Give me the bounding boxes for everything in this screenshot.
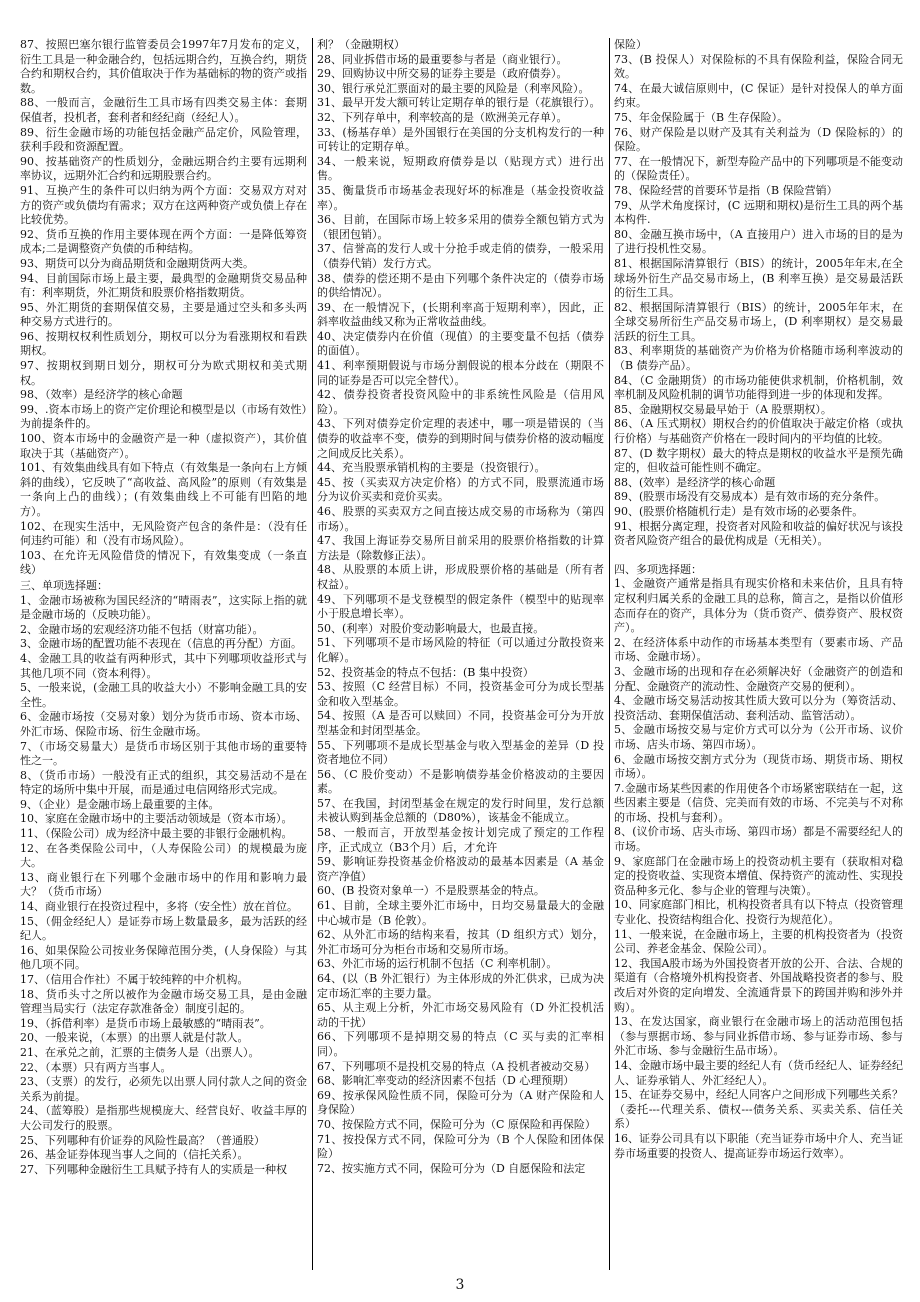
- question-item: 76、财产保险是以财产及其有关利益为（D 保险标的）的保险。: [614, 125, 903, 154]
- section-heading: 三、单项选择题：: [20, 578, 108, 592]
- question-item: 101、有效集曲线具有如下特点（有效集是一条向右上方倾斜的曲线），它反映了“高收益、高风险”的原则（有效集是一条向上凸的曲线）；(有效集曲线上不可能有凹陷的地方）。: [20, 461, 307, 518]
- question-item: 74、在最大诚信原则中，(C 保证）是针对投保人的单方面约束。: [614, 81, 903, 110]
- question-item: 40、决定债券内在价值（现值）的主要变量不包括（债券的面值）。: [317, 329, 604, 358]
- question-item: 89、衍生金融市场的功能包括金融产品定价，风险管理，获利手段和资源配置。: [20, 125, 307, 154]
- question-item: 63、外汇市场的运行机制不包括（C 利率机制）。: [317, 957, 558, 971]
- question-item: 12、我国A股市场为外国投资者开放的公开、合法、合规的渠道有（合格境外机构投资者、外国战略投资者的参与、股改后对外资的定向增发、全流通背景下的跨国并购和涉外并购）。: [614, 956, 903, 1014]
- question-item: 42、债券投资者投资风险中的非系统性风险是（信用风险）。: [317, 388, 604, 416]
- question-item: 18、货币头寸之所以被作为金融市场交易工具，是由金融管理当局实行（法定存款准备金）制度引起的。: [20, 987, 307, 1016]
- question-item: 68、影响汇率变动的经济因素不包括（D 心理预期）: [317, 1074, 575, 1088]
- question-item: 27、下列哪种金融衍生工具赋予持有人的实质是一种权: [20, 1162, 287, 1176]
- question-item: 8、（货币市场）一般没有正式的组织，其交易活动不是在特定的场所中集中开展，而是通过电信网络形式完成。: [20, 768, 307, 797]
- question-item: 13、在发达国家，商业银行在金融市场上的活动范围包括（参与票据市场、参与同业拆借市场、参与证券市场、参与外汇市场、参与金融衍生品市场）。: [614, 1015, 903, 1058]
- question-item: 21、在承兑之前，汇票的主债务人是（出票人）。: [20, 1045, 260, 1059]
- question-item: 38、债券的偿还期不是由下列哪个条件决定的（债券市场的供给情况）。: [317, 271, 604, 300]
- question-item: 37、信誉高的发行人或十分抢手或走俏的债券，一般采用（债券代销）发行方式。: [317, 242, 604, 270]
- question-item: 89、(股票市场没有交易成本）是有效市场的充分条件。: [614, 490, 886, 504]
- question-item: 20、一般来说，（本票）的出票人就是付款人。: [20, 1031, 249, 1045]
- question-item: 85、金融期权交易最早始于（A 股票期权）。: [614, 402, 832, 416]
- question-item: 75、年金保险属于（B 生存保险）。: [614, 110, 789, 124]
- question-item: 23、（支票）的发行，必须先以出票人同付款人之间的资金关系为前提。: [20, 1075, 307, 1103]
- question-item: 87、(D 数字期权）最大的特点是期权的收益水平是预先确定的，但收益可能性则不确定。: [614, 446, 903, 475]
- question-item: 81、根据国际清算银行（BIS）的统计，2005年年末,在全球场外衍生产品交易市场上，(B 利率互换）是交易最活跃的衍生工具。: [614, 256, 903, 300]
- question-item: 69、按承保风险性质不同，保险可分为（A 财产保险和人身保险）: [317, 1088, 604, 1117]
- question-item: 78、保险经营的首要环节是指（B 保险营销）: [614, 183, 838, 197]
- question-item: 2、金融市场的宏观经济功能不包括（财富功能）。: [20, 622, 264, 636]
- question-item: 94、目前国际市场上最主要，最典型的金融期货交易品种有：利率期货，外汇期货和股票价格指数期货。: [20, 271, 307, 300]
- question-item: 54、按照（A 是否可以赎回）不同，投资基金可分为开放型基金和封闭型基金。: [317, 709, 604, 737]
- question-item: 6、金融市场按（交易对象）划分为货币市场、资本市场、外汇市场、保险市场、衍生金融市场。: [20, 710, 307, 738]
- question-item: 60、(B 投资对象单一）不是股票基金的特点。: [317, 884, 545, 898]
- question-item: 13、商业银行在下列哪个金融市场中的作用和影响力最大？（货币市场）: [20, 870, 307, 899]
- question-item: 33、(杨基存单）是外国银行在美国的分支机构发行的一种可转让的定期存单。: [317, 125, 604, 154]
- question-item: 79、从学术角度探讨，(C 远期和期权)是衍生工具的两个基本构件.: [614, 198, 903, 227]
- question-item: 48、从股票的本质上讲，形成股票价格的基础是（所有者权益）。: [317, 563, 604, 591]
- question-item: 5、金融市场按交易与定价方式可以分为（公开市场、议价市场、店头市场、第四市场）。: [614, 723, 903, 751]
- question-item: 59、影响证券投资基金价格波动的最基本因素是（A 基金资产净值）: [317, 855, 604, 883]
- question-item: 利？（金融期权）: [317, 38, 405, 51]
- question-item: 31、最早开发大额可转让定期存单的银行是（花旗银行）。: [317, 96, 601, 110]
- question-item: 57、在我国，封闭型基金在规定的发行时间里，发行总额未被认购到基金总额的（D80%），该基金不能成立。: [317, 796, 604, 825]
- question-item: 32、下列存单中，利率较高的是（欧洲美元存单）。: [317, 110, 568, 124]
- question-item: 83、利率期货的基础资产为价格为价格随市场利率波动的（B 债券产品）。: [614, 344, 903, 373]
- question-item: 88、一般而言，金融衍生工具市场有四类交易主体：套期保值者，投机者，套利者和经纪商（经纪人）。: [20, 96, 307, 124]
- column-divider: [609, 38, 610, 1270]
- question-item: 95、外汇期货的套期保值交易，主要是通过空头和多头两种交易方式进行的。: [20, 300, 307, 329]
- question-item: 15、在证券交易中，经纪人同客户之间形成下列哪些关系？（委托---代理关系、债权---债务关系、买卖关系、信任关系）: [614, 1088, 903, 1131]
- question-item: 41、利率预期假说与市场分割假说的根本分歧在（期限不同的证券是否可以完全替代）。: [317, 359, 604, 387]
- question-item: 4、金融市场交易活动按其性质大致可以分为（筹资活动、投资活动、套期保值活动、套利活动、监管活动）。: [614, 694, 903, 722]
- question-item: 9、（企业）是金融市场上最重要的主体。: [20, 797, 220, 811]
- question-item: 4、金融工具的收益有两种形式，其中下列哪项收益形式与其他几项不同（资本利得）。: [20, 651, 307, 680]
- question-item: 6、金融市场按交割方式分为（现货市场、期货市场、期权市场）。: [614, 752, 903, 781]
- question-item: 44、充当股票承销机构的主要是（投资银行）。: [317, 461, 546, 475]
- question-item: 56、（C 股价变动）不是影响债券基金价格波动的主要因素。: [317, 767, 604, 796]
- question-item: 11、一般来说，在金融市场上，主要的机构投资者为（投资公司、养老金基金、保险公司）。: [614, 927, 903, 956]
- question-item: 15、（佣金经纪人）是证券市场上数量最多，最为活跃的经纪人。: [20, 914, 307, 943]
- question-item: 55、下列哪项不是成长型基金与收入型基金的差异（D 投资者地位不同）: [317, 738, 604, 767]
- question-item: 1、金融资产通常是指具有现实价格和未来估价，且具有特定权利归属关系的金融工具的总称，简言之，是指以价值形态而存在的资产，具体分为（货币资产、债券资产、股权资产）。: [614, 577, 903, 635]
- question-item: 99、.资本市场上的资产定价理论和模型是以（市场有效性）为前提条件的。: [20, 402, 307, 431]
- question-item: 71、按投保方式不同，保险可分为（B 个人保险和团体保险）: [317, 1132, 604, 1161]
- question-item: 10、同家庭部门相比，机构投资者具有以下特点（投资管理专业化、投资结构组合化、投资行为规范化）。: [614, 898, 903, 927]
- question-item: 2、在经济体系中动作的市场基本类型有（要素市场、产品市场、金融市场）。: [614, 635, 903, 664]
- question-item: 30、银行承兑汇票面对的最主要的风险是（利率风险）。: [317, 81, 590, 95]
- question-item: 17、（信用合作社）不属于较纯粹的中介机构。: [20, 973, 249, 986]
- page-number: 3: [455, 1277, 465, 1293]
- question-item: 46、股票的买卖双方之间直接达成交易的市场称为（第四市场）。: [317, 505, 604, 533]
- question-item: 28、同业拆借市场的最重要参与者是（商业银行）。: [317, 52, 568, 66]
- question-item: 11、（保险公司）成为经济中最主要的非银行金融机构。: [20, 827, 293, 841]
- question-item: 14、金融市场中最主要的经纪人有（货币经纪人、证券经纪人、证券承销人、外汇经纪人）。: [614, 1058, 903, 1087]
- question-item: 70、按保险方式不同，保险可分为（C 原保险和再保险）: [317, 1117, 596, 1131]
- question-item: 保险）: [614, 38, 647, 51]
- question-item: 29、回购协议中所交易的证券主要是（政府债券）。: [317, 67, 568, 81]
- question-item: 73、(B 投保人）对保险标的不具有保险利益，保险合同无效。: [614, 52, 903, 81]
- text-column-left: [20, 38, 307, 1270]
- question-item: 82、根据国际清算银行（BIS）的统计，2005年年末，在全球交易所衍生产品交易市场上，(D 利率期权）是交易最活跃的衍生工具。: [614, 300, 903, 343]
- question-item: 19、（拆借利率）是货币市场上最敏感的“晴雨表”。: [20, 1016, 271, 1030]
- question-item: 66、下列哪项不是掉期交易的特点（C 买与卖的汇率相同）。: [317, 1030, 604, 1058]
- question-item: 90、按基础资产的性质划分，金融远期合约主要有远期利率协议，远期外汇合约和远期股票合约。: [20, 154, 307, 183]
- question-item: 91、互换产生的条件可以归纳为两个方面：交易双方对对方的资产或负债均有需求；双方在这两种资产或负债上存在比较优势。: [20, 183, 307, 227]
- question-item: 7.金融市场某些因素的作用使各个市场紧密联结在一起，这些因素主要是（信贷、完美而有效的市场、不完美与不对称的市场、投机与套利）。: [614, 781, 903, 824]
- question-item: 5、一般来说，(金融工具的收益大小）不影响金融工具的安全性。: [20, 681, 307, 709]
- question-item: 39、在一般情况下，(长期利率高于短期利率），因此，正斜率收益曲线又称为正常收益曲线。: [317, 300, 604, 329]
- question-item: 53、按照（C 经营目标）不同，投资基金可分为成长型基金和收入型基金。: [317, 680, 604, 708]
- question-item: 22、（本票）只有两方当事人。: [20, 1060, 172, 1074]
- question-item: 77、在一般情况下，新型寿险产品中的下列哪项是不能变动的（保险责任）。: [614, 154, 903, 183]
- question-item: 84、（C 金融期货）的市场功能使供求机制，价格机制，效率机制及风险机制的调节功能得到进一步的体现和发挥。: [614, 373, 903, 402]
- question-item: 80、金融互换市场中，（A 直接用户）进入市场的目的是为了进行投机性交易。: [614, 227, 903, 256]
- question-item: 64、(以（B 外汇银行）为主体形成的外汇供求，已成为决定市场汇率的主要力量。: [317, 972, 604, 1000]
- question-item: 98、（效率）是经济学的核心命题: [20, 388, 183, 402]
- question-item: 72、按实施方式不同，保险可分为（D 自愿保险和法定: [317, 1161, 586, 1175]
- question-item: 58、一般而言，开放型基金按计划完成了预定的工作程序，正式成立（B3个月）后，才允许: [317, 826, 604, 854]
- question-item: 12、在各类保险公司中，（人寿保险公司）的规模最为庞大。: [20, 841, 307, 870]
- question-item: 43、下列对债券定价定理的表述中，哪一项是错误的（当债券的收益率不变，债券的到期时间与债券价格的波动幅度之间成反比关系）。: [317, 417, 604, 460]
- question-item: 9、家庭部门在金融市场上的投资动机主要有（获取相对稳定的投资收益、实现资本增值、保持资产的流动性、实现投资品种多元化、参与企业的管理与决策）。: [614, 854, 903, 897]
- question-item: 88、(效率）是经济学的核心命题: [614, 475, 776, 489]
- question-item: 97、按期权到期日划分，期权可分为欧式期权和美式期权。: [20, 359, 307, 387]
- question-item: 10、家庭在金融市场中的主要活动领域是（资本市场）。: [20, 812, 293, 826]
- question-item: 51、下列哪项不是市场风险的特征（可以通过分散投资来化解）。: [317, 636, 604, 664]
- question-item: 50、(利率）对股价变动影响最大，也最直接。: [317, 621, 545, 635]
- question-item: 47、我国上海证券交易所目前采用的股票价格指数的计算方法是（除数修正法）。: [317, 534, 604, 562]
- question-item: 93、期货可以分为商品期货和金融期货两大类。: [20, 256, 254, 270]
- question-item: 8、(议价市场、店头市场、第四市场）都是不需要经纪人的市场。: [614, 825, 903, 854]
- question-item: 3、金融市场的出现和存在必须解决好（金融资产的创造和分配、金融资产的流动性、金融资产交易的便利）。: [614, 664, 903, 693]
- question-item: 1、金融市场被称为国民经济的“晴雨表”，这实际上指的就是金融市场的（反映功能）。: [20, 593, 307, 622]
- question-item: 103、在允许无风险借贷的情况下，有效集变成（一条直线）: [20, 548, 307, 577]
- question-item: 65、从主观上分析，外汇市场交易风险有（D 外汇投机活动的干扰）: [317, 1001, 604, 1029]
- question-item: 16、如果保险公司按业务保障范围分类，(人身保险）与其他几项不同。: [20, 943, 307, 972]
- question-item: 91、根据分离定理，投资者对风险和收益的偏好状况与该投资者风险资产组合的最优构成是（无相关）。: [614, 519, 903, 548]
- question-item: 102、在现实生活中，无风险资产包含的条件是：（没有任何违约可能）和（没有市场风险）。: [20, 519, 307, 548]
- question-item: 100、资本市场中的金融资产是一种（虚拟资产），其价值取决于其（基础资产）。: [20, 432, 307, 460]
- question-item: 36、目前，在国际市场上较多采用的债券全额包销方式为（银团包销）。: [317, 213, 604, 241]
- question-item: 14、商业银行在投资过程中，多将（安全性）放在首位。: [20, 900, 298, 914]
- question-item: 49、下列哪项不是戈登模型的假定条件（模型中的贴现率小于股息增长率）。: [317, 592, 604, 621]
- question-item: 34、一般来说，短期政府债券是以（贴现方式）进行出售。: [317, 154, 604, 183]
- question-item: 26、基金证券体现当事人之间的（信托关系）。: [20, 1148, 249, 1162]
- question-item: 45、按（买卖双方决定价格）的方式不同，股票流通市场分为议价买卖和竞价买卖。: [317, 475, 604, 504]
- question-item: 25、下列哪种有价证券的风险性最高？（普通股）: [20, 1133, 265, 1147]
- question-item: 90、(股票价格随机行走）是有效市场的必要条件。: [614, 505, 864, 518]
- text-column-middle: [317, 38, 604, 1270]
- question-item: 3、金融市场的配置功能不表现在（信息的再分配）方面。: [20, 637, 302, 651]
- question-item: 16、证券公司具有以下职能（充当证券市场中介人、充当证券市场重要的投资人、提高证券市场运行效率）。: [614, 1131, 903, 1160]
- question-item: 62、从外汇市场的结构来看，按其（D 组织方式）划分，外汇市场可分为柜台市场和交易所市场。: [317, 928, 604, 956]
- question-item: 96、按期权权利性质划分，期权可以分为看涨期权和看跌期权。: [20, 329, 307, 358]
- question-item: 35、衡量货币市场基金表现好坏的标准是（基金投资收益率）。: [317, 183, 604, 212]
- question-item: 92、货币互换的作用主要体现在两个方面：一是降低筹资成本;二是调整资产负债的币种结构。: [20, 227, 307, 256]
- question-item: 67、下列哪项不是投机交易的特点（A 投机者被动交易）: [317, 1059, 596, 1073]
- question-item: 52、投资基金的特点不包括：(B 集中投资）: [317, 665, 534, 679]
- question-item: 7、（市场交易量大）是货币市场区别于其他市场的重要特性之一。: [20, 739, 307, 768]
- column-divider: [312, 38, 313, 1270]
- question-item: 86、（A 压式期权）期权合约的价值取决于敲定价格（或执行价格）与基础资产价格在一段时间内的平均值的比较。: [614, 417, 903, 446]
- question-item: 24、（蓝筹股）是指那些规模庞大、经营良好、收益丰厚的大公司发行的股票。: [20, 1104, 307, 1132]
- question-item: 61、目前，全球主要外汇市场中，日均交易量最大的金融中心城市是（B 伦敦）。: [317, 899, 604, 927]
- question-item: 87、按照巴塞尔银行监管委员会1997年7月发布的定义，衍生工具是一种金融合约，包括远期合约，互换合约，期货合约和期权合约，其价值取决于作为基础标的物的资产或指数。: [20, 38, 307, 95]
- section-heading: 四、多项选择题：: [614, 562, 702, 576]
- text-column-right: [614, 38, 903, 1270]
